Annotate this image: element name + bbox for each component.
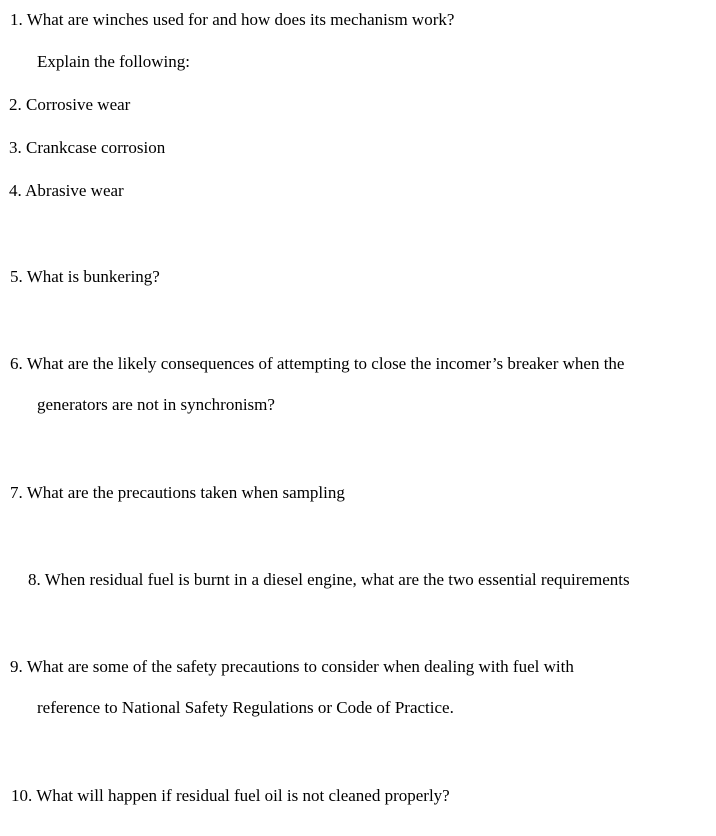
question-text: What is bunkering? <box>26 267 160 286</box>
question-number: 8. <box>28 570 41 589</box>
question-10 <box>11 786 450 806</box>
question-6-continuation: generators are not in synchronism? <box>37 395 275 414</box>
section-intro: Explain the following: <box>37 52 190 71</box>
question-4 <box>9 181 124 201</box>
question-9-continuation: reference to National Safety Regulations or Code of Practice. <box>37 698 454 717</box>
question-2 <box>9 95 130 115</box>
question-text: What will happen if residual fuel oil is not cleaned properly? <box>36 786 450 805</box>
question-number: 2. <box>9 95 22 114</box>
question-9 <box>10 657 574 677</box>
question-1 <box>10 10 454 30</box>
question-text: Abrasive wear <box>25 181 124 200</box>
question-text: Crankcase corrosion <box>26 138 166 157</box>
question-8 <box>28 570 630 590</box>
question-text: What are the precautions taken when sampling <box>26 483 345 502</box>
question-number: 1. <box>10 10 23 29</box>
question-5 <box>10 267 160 287</box>
question-number: 7. <box>10 483 23 502</box>
question-text: What are the likely consequences of attempting to close the incomer’s breaker when the <box>26 354 625 373</box>
question-text: When residual fuel is burnt in a diesel engine, what are the two essential requirements <box>44 570 630 589</box>
question-text: Corrosive wear <box>26 95 131 114</box>
question-number: 5. <box>10 267 23 286</box>
question-6 <box>10 354 624 374</box>
question-7 <box>10 483 345 503</box>
question-text: What are some of the safety precautions to consider when dealing with fuel with <box>26 657 574 676</box>
question-number: 9. <box>10 657 23 676</box>
question-number: 3. <box>9 138 22 157</box>
question-3 <box>9 138 165 158</box>
question-number: 10. <box>11 786 33 805</box>
question-text: What are winches used for and how does its mechanism work? <box>26 10 455 29</box>
question-number: 4. <box>9 181 22 200</box>
question-number: 6. <box>10 354 23 373</box>
